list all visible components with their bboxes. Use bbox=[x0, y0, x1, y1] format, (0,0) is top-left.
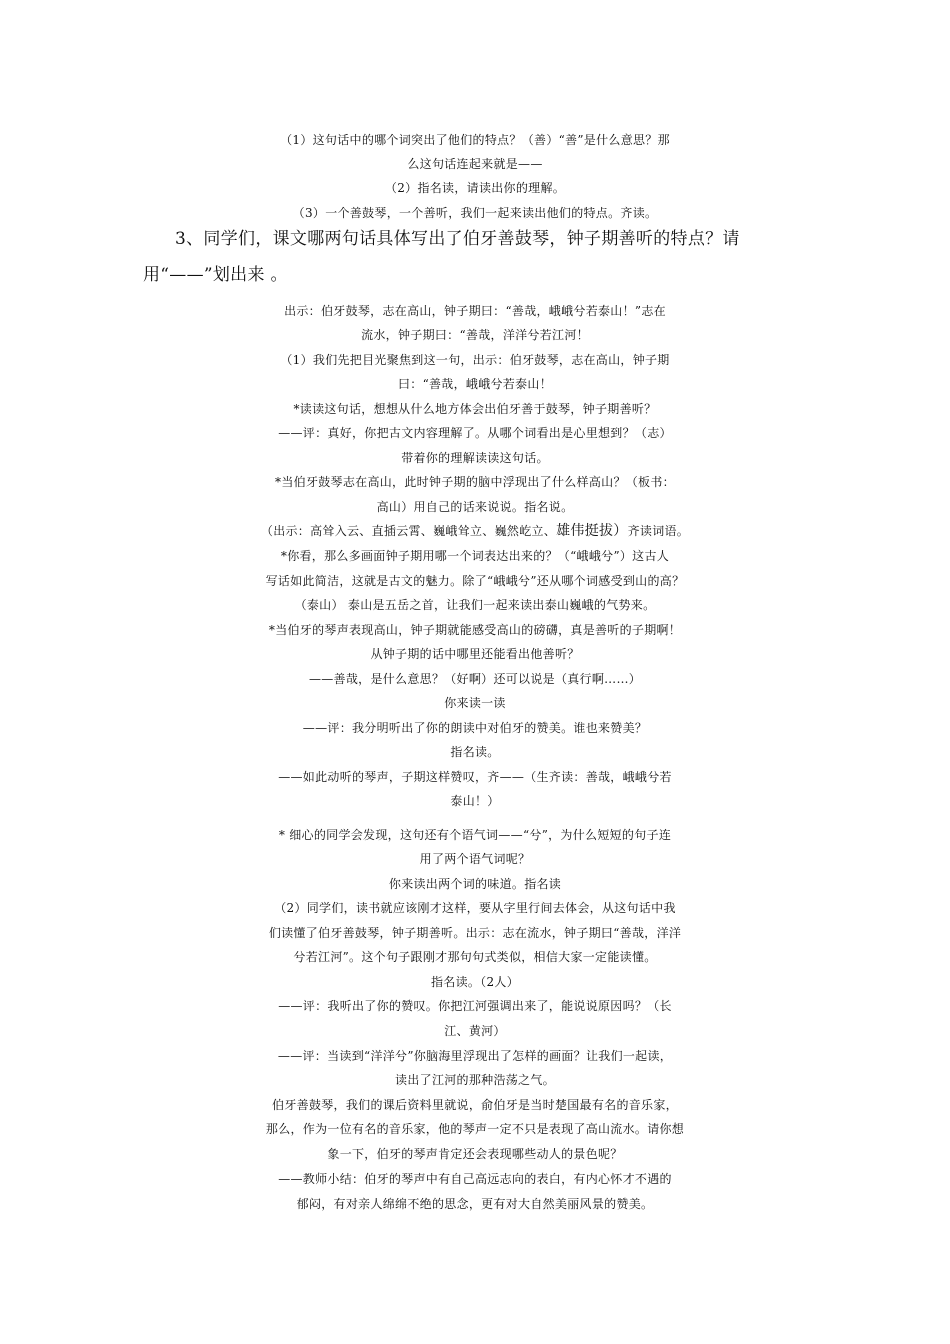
text-line: （2）指名读，请读出你的理解。 bbox=[384, 181, 566, 195]
text-line: 从钟子期的话中哪里还能看出他善听？ bbox=[370, 647, 580, 661]
text-line: ——教师小结：伯牙的琴声中有自己高远志向的表白，有内心怀才不遇的 bbox=[278, 1172, 672, 1186]
text-line: * 细心的同学会发现，这句还有个语气词——“兮”，为什么短短的句子连 bbox=[278, 828, 672, 842]
text-line: 读出了江河的那种浩荡之气。 bbox=[395, 1073, 555, 1087]
text-line-main: （出示：高耸入云、直插云霄、巍峨耸立、巍然屹立、 bbox=[260, 524, 557, 538]
text-line: 郁闷，有对亲人绵绵不绝的思念，更有对大自然美丽风景的赞美。 bbox=[296, 1197, 654, 1211]
text-line: 伯牙善鼓琴，我们的课后资料里就说，俞伯牙是当时楚国最有名的音乐家， bbox=[272, 1098, 678, 1112]
text-line: ——评：当读到“洋洋兮”你脑海里浮现出了怎样的画面？让我们一起读， bbox=[277, 1049, 673, 1063]
text-line: 用了两个语气词呢？ bbox=[419, 852, 531, 866]
text-line: 指名读。（2人） bbox=[430, 975, 520, 989]
text-line: 江、黄河） bbox=[444, 1024, 506, 1038]
text-line: 泰山！） bbox=[450, 794, 500, 808]
text-line: *读读这句话，想想从什么地方体会出伯牙善于鼓琴，钟子期善听？ bbox=[293, 402, 657, 416]
text-line: 你来读出两个词的味道。指名读 bbox=[388, 877, 562, 891]
text-line: （1）我们先把目光聚焦到这一句，出示：伯牙鼓琴，志在高山，钟子期 bbox=[280, 353, 670, 367]
text-line: 指名读。 bbox=[450, 745, 500, 759]
text-line: 流水，钟子期曰：“善哉，洋洋兮若江河！ bbox=[361, 328, 589, 342]
text-line: 带着你的理解读读这句话。 bbox=[401, 451, 549, 465]
text-line: ——评：我听出了你的赞叹。你把江河强调出来了，能说说原因吗？（长 bbox=[278, 999, 672, 1013]
text-line: ——评：我分明听出了你的朗读中对伯牙的赞美。谁也来赞美？ bbox=[302, 721, 648, 735]
text-line: （3）一个善鼓琴，一个善听，我们一起来读出他们的特点。齐读。 bbox=[292, 206, 658, 220]
text-line: （2）同学们，读书就应该刚才这样，要从字里行间去体会，从这句话中我 bbox=[274, 901, 676, 915]
text-line: 写话如此简洁，这就是古文的魅力。除了“峨峨兮”还从哪个词感受到山的高？ bbox=[265, 574, 685, 588]
text-line: （1）这句话中的哪个词突出了他们的特点？（善）“善”是什么意思？那 bbox=[280, 133, 670, 147]
text-line: （泰山） 泰山是五岳之首，让我们一起来读出泰山巍峨的气势来。 bbox=[294, 598, 656, 612]
text-line-small: 雄伟挺拔） bbox=[556, 523, 628, 539]
text-line: 用“——”划出来 。 bbox=[143, 265, 288, 285]
text-line: 高山）用自己的话来说说。指名说。 bbox=[376, 500, 574, 514]
text-line: 曰：“善哉，峨峨兮若泰山！ bbox=[397, 377, 553, 391]
text-line: 3、同学们，课文哪两句话具体写出了伯牙善鼓琴，钟子期善听的特点？请 bbox=[175, 229, 740, 249]
text-line: 象一下，伯牙的琴声肯定还会表现哪些动人的景色呢？ bbox=[327, 1147, 623, 1161]
text-line: ——评：真好，你把古文内容理解了。从哪个词看出是心里想到？（志） bbox=[278, 426, 672, 440]
text-line: *你看，那么多画面钟子期用哪一个词表达出来的？（“峨峨兮”）这古人 bbox=[280, 549, 670, 563]
text-line: ——善哉，是什么意思？（好啊）还可以说是（真行啊……） bbox=[308, 672, 642, 686]
text-line: ——如此动听的琴声，子期这样赞叹，齐——（生齐读：善哉，峨峨兮若 bbox=[278, 770, 672, 784]
text-line bbox=[0, 519, 950, 543]
text-line: *当伯牙的琴声表现高山，钟子期就能感受高山的磅礴，真是善听的子期啊！ bbox=[268, 623, 682, 637]
text-line: *当伯牙鼓琴志在高山，此时钟子期的脑中浮现出了什么样高山？（板书： bbox=[275, 475, 675, 489]
text-line: 你来读一读 bbox=[444, 696, 506, 710]
text-line: 那么，作为一位有名的音乐家，他的琴声一定不只是表现了高山流水。请你想 bbox=[265, 1122, 685, 1136]
text-line: 么这句话连起来就是—— bbox=[407, 157, 543, 171]
text-line-tail: 齐读词语。 bbox=[627, 524, 690, 538]
text-line: 出示：伯牙鼓琴，志在高山，钟子期曰：“善哉，峨峨兮若泰山！”志在 bbox=[284, 304, 666, 318]
text-line: 兮若江河”。这个句子跟刚才那句句式类似，相信大家一定能读懂。 bbox=[293, 950, 657, 964]
text-line: 们读懂了伯牙善鼓琴，钟子期善听。出示：志在流水，钟子期曰“善哉，洋洋 bbox=[268, 926, 682, 940]
